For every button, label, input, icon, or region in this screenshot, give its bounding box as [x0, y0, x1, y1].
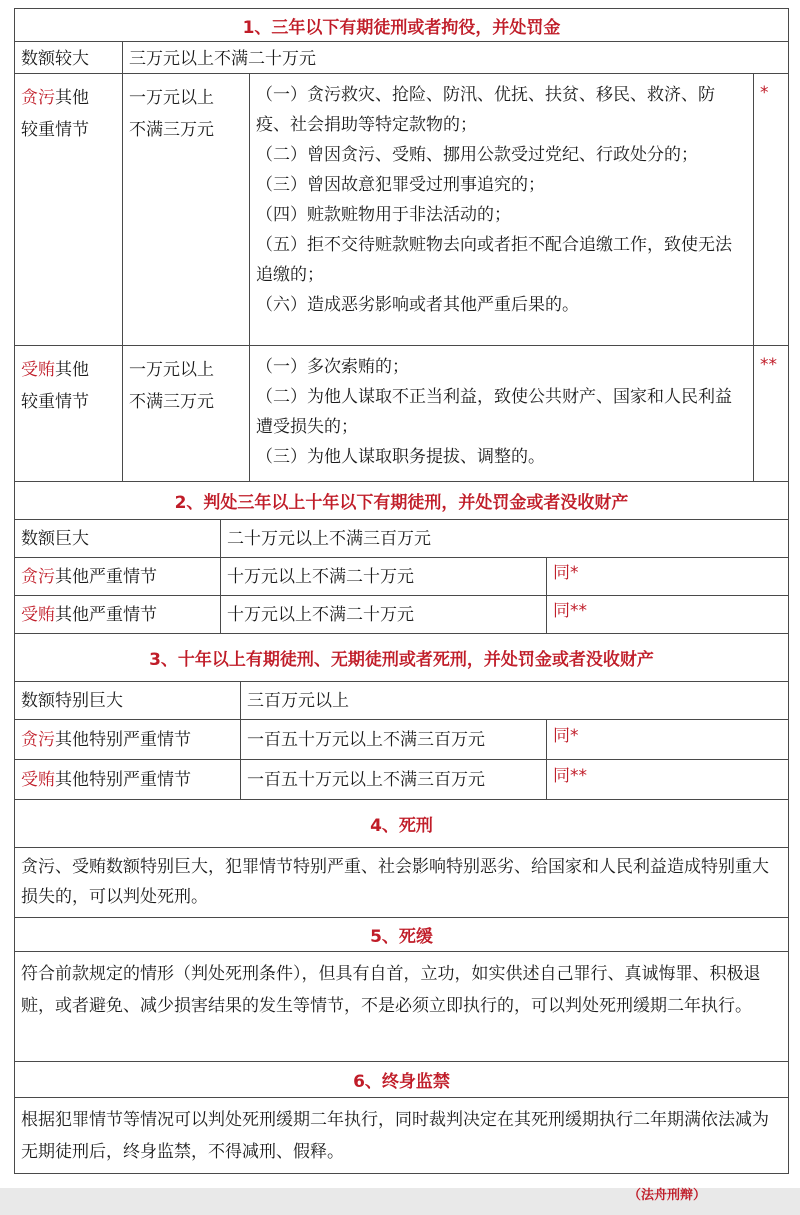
section-3-title-text: 3、十年以上有期徒刑、无期徒刑或者死刑，并处罚金或者没收财产 [149, 650, 654, 670]
s6-body-row [15, 1098, 788, 1174]
embezzle-keyword: 贪污 [21, 88, 55, 108]
s3-embezzle-label-rest: 其他特别严重情节 [55, 730, 191, 750]
bribe-keyword: 受贿 [21, 770, 55, 790]
s1-bribe-row [15, 346, 788, 482]
section-4-title [15, 800, 788, 848]
bribe-item: （三）为他人谋取职务提拔、调整的。 [256, 447, 545, 467]
embezzle-item: （一）贪污救灾、抢险、防汛、优抚、扶贫、移民、救济、防疫、社会捐助等特定款物的； [256, 85, 715, 135]
bribe-item: （二）为他人谋取不正当利益，致使公共财产、国家和人民利益遭受损失的； [256, 387, 732, 437]
s1-bribe-amount [123, 346, 250, 481]
s3-embezzle-value: 一百五十万元以上不满三百万元 [241, 720, 547, 759]
s1-bribe-label [15, 346, 123, 481]
section-5-title [15, 918, 788, 952]
s3-bribe-row [15, 760, 788, 800]
embezzle-item: （四）赃款赃物用于非法活动的； [256, 205, 511, 225]
bribe-keyword: 受贿 [21, 605, 55, 625]
s1-embezzle-row [15, 74, 788, 346]
bribe-label-rest: 其他 [55, 360, 89, 380]
s2-embezzle-value: 十万元以上不满二十万元 [221, 558, 547, 595]
bribe-label-line2: 较重情节 [21, 392, 89, 412]
embezzle-amount-line2: 不满三万元 [129, 120, 214, 140]
s2-amount-label: 数额巨大 [15, 520, 221, 557]
embezzle-label-rest: 其他 [55, 88, 89, 108]
s3-bribe-mark: 同** [553, 766, 587, 786]
embezzle-item: （三）曾因故意犯罪受过刑事追究的； [256, 175, 545, 195]
section-3-title [15, 634, 788, 682]
s1-embezzle-amount [123, 74, 250, 345]
s2-bribe-value: 十万元以上不满二十万元 [221, 596, 547, 633]
s2-embezzle-row [15, 558, 788, 596]
s3-amount-value: 三百万元以上 [247, 691, 349, 711]
bribe-item: （一）多次索贿的； [256, 357, 409, 377]
s3-embezzle-row [15, 720, 788, 760]
s3-bribe-value: 一百五十万元以上不满三百万元 [241, 760, 547, 799]
s5-body-row [15, 952, 788, 1062]
s2-embezzle-label-rest: 其他严重情节 [55, 567, 157, 587]
s1-bribe-items [250, 346, 754, 481]
section-6-title-text: 6、终身监禁 [353, 1072, 450, 1092]
s2-bribe-mark: 同** [553, 601, 587, 621]
embezzle-item: （五）拒不交待赃款赃物去向或者拒不配合追缴工作，致使无法追缴的； [256, 235, 732, 285]
embezzle-item: （六）造成恶劣影响或者其他严重后果的。 [256, 295, 579, 315]
sentencing-table [14, 8, 789, 1174]
section-5-title-text: 5、死缓 [370, 927, 433, 947]
s1-amount-row [15, 42, 788, 74]
section-1-title-text: 1、三年以下有期徒刑或者拘役，并处罚金 [242, 17, 561, 38]
source-credit: （法舟刑辩） [627, 1188, 706, 1203]
s3-embezzle-mark: 同* [553, 726, 579, 746]
s1-amount-value: 三万元以上不满二十万元 [129, 49, 316, 69]
s3-bribe-label-rest: 其他特别严重情节 [55, 770, 191, 790]
embezzle-amount-line1: 一万元以上 [129, 88, 214, 108]
embezzle-item: （二）曾因贪污、受贿、挪用公款受过党纪、行政处分的； [256, 145, 698, 165]
section-2-title-text: 2、判处三年以上十年以下有期徒刑，并处罚金或者没收财产 [174, 493, 629, 513]
s1-embezzle-label [15, 74, 123, 345]
bribe-amount-line2: 不满三万元 [129, 392, 214, 412]
s1-embezzle-items [250, 74, 754, 345]
s2-bribe-row [15, 596, 788, 634]
s3-bribe-label [15, 760, 241, 799]
s1-amount-label: 数额较大 [15, 42, 123, 73]
bribe-mark: ** [760, 355, 777, 375]
s6-body-text: 根据犯罪情节等情况可以判处死刑缓期二年执行，同时裁判决定在其死刑缓期执行二年期满依法减为无期徒刑后，终身监禁，不得减刑、假释。 [21, 1110, 769, 1162]
embezzle-keyword: 贪污 [21, 730, 55, 750]
s4-body-row [15, 848, 788, 918]
section-6-title [15, 1062, 788, 1098]
section-1-title [15, 8, 788, 42]
section-4-title-text: 4、死刑 [370, 816, 433, 836]
s3-amount-row [15, 682, 788, 720]
s3-embezzle-label [15, 720, 241, 759]
s2-amount-value: 二十万元以上不满三百万元 [227, 529, 431, 549]
section-2-title [15, 482, 788, 520]
s4-body-text: 贪污、受贿数额特别巨大，犯罪情节特别严重、社会影响特别恶劣、给国家和人民利益造成特别重大损失的，可以判处死刑。 [21, 857, 769, 907]
bribe-amount-line1: 一万元以上 [129, 360, 214, 380]
embezzle-label-line2: 较重情节 [21, 120, 89, 140]
s5-body-text: 符合前款规定的情形（判处死刑条件），但具有自首，立功，如实供述自己罪行、真诚悔罪、积极退赃，或者避免、减少损害结果的发生等情节，不是必须立即执行的，可以判处死刑缓期二年执行。 [21, 964, 761, 1016]
s2-embezzle-label [15, 558, 221, 595]
embezzle-keyword: 贪污 [21, 567, 55, 587]
s2-embezzle-mark: 同* [553, 563, 579, 583]
s2-bribe-label-rest: 其他严重情节 [55, 605, 157, 625]
s2-bribe-label [15, 596, 221, 633]
s3-amount-label: 数额特别巨大 [15, 682, 241, 719]
s2-amount-row [15, 520, 788, 558]
embezzle-mark: * [760, 83, 769, 103]
bribe-keyword: 受贿 [21, 360, 55, 380]
